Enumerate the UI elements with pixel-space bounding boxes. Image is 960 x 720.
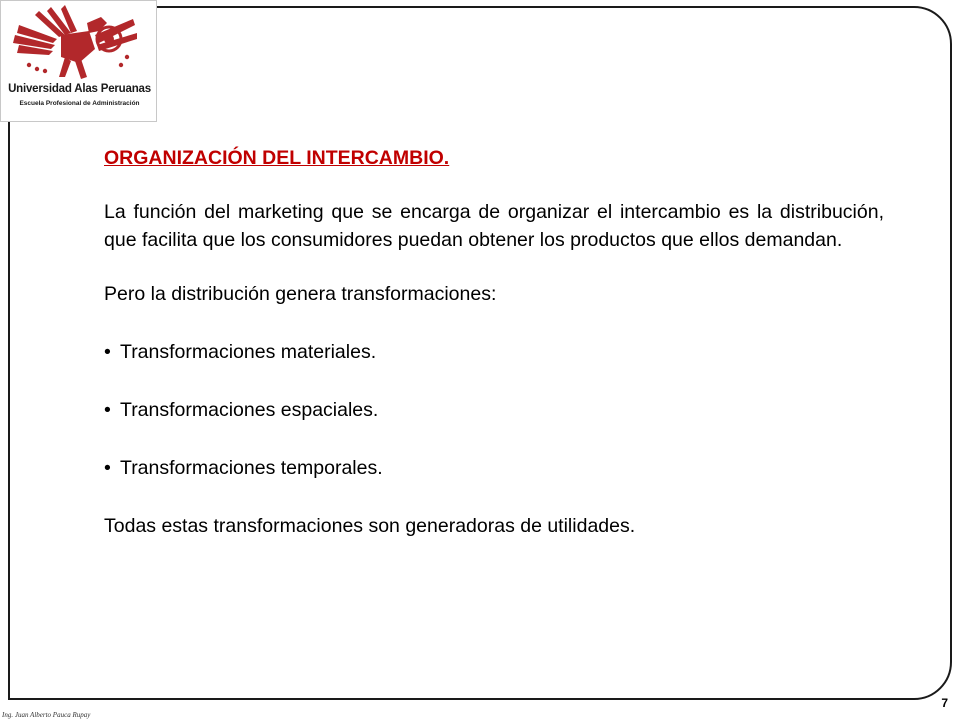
list-item (104, 338, 884, 366)
paragraph-transformations: Pero la distribución genera transformaciones: (104, 283, 497, 305)
list-item-text: Transformaciones temporales. (120, 457, 383, 479)
paragraph-distribution: La función del marketing que se encarga de organizar el intercambio es la distribución, que facilita que los consumidores puedan obtener los productos que ellos demandan. (104, 201, 884, 251)
bullet-icon: • (104, 341, 111, 363)
list-item-text: Transformaciones espaciales. (120, 399, 379, 421)
school-name: Escuela Profesional de Administración (19, 100, 140, 107)
list-item-text: Transformaciones materiales. (120, 341, 377, 363)
page-number: 7 (941, 696, 948, 710)
condor-emblem-icon (9, 5, 149, 83)
slide-heading: ORGANIZACIÓN DEL INTERCAMBIO. (104, 147, 450, 169)
list-item (104, 454, 884, 482)
list-item (104, 396, 884, 424)
bullet-icon: • (104, 399, 111, 421)
slide-content (104, 140, 884, 540)
university-logo (0, 0, 157, 122)
closing-paragraph: Todas estas transformaciones son generadoras de utilidades. (104, 515, 636, 537)
bullet-icon: • (104, 457, 111, 479)
author-credit: Ing. Juan Alberto Pauca Rupay (2, 711, 91, 719)
university-name: Universidad Alas Peruanas (8, 83, 151, 95)
